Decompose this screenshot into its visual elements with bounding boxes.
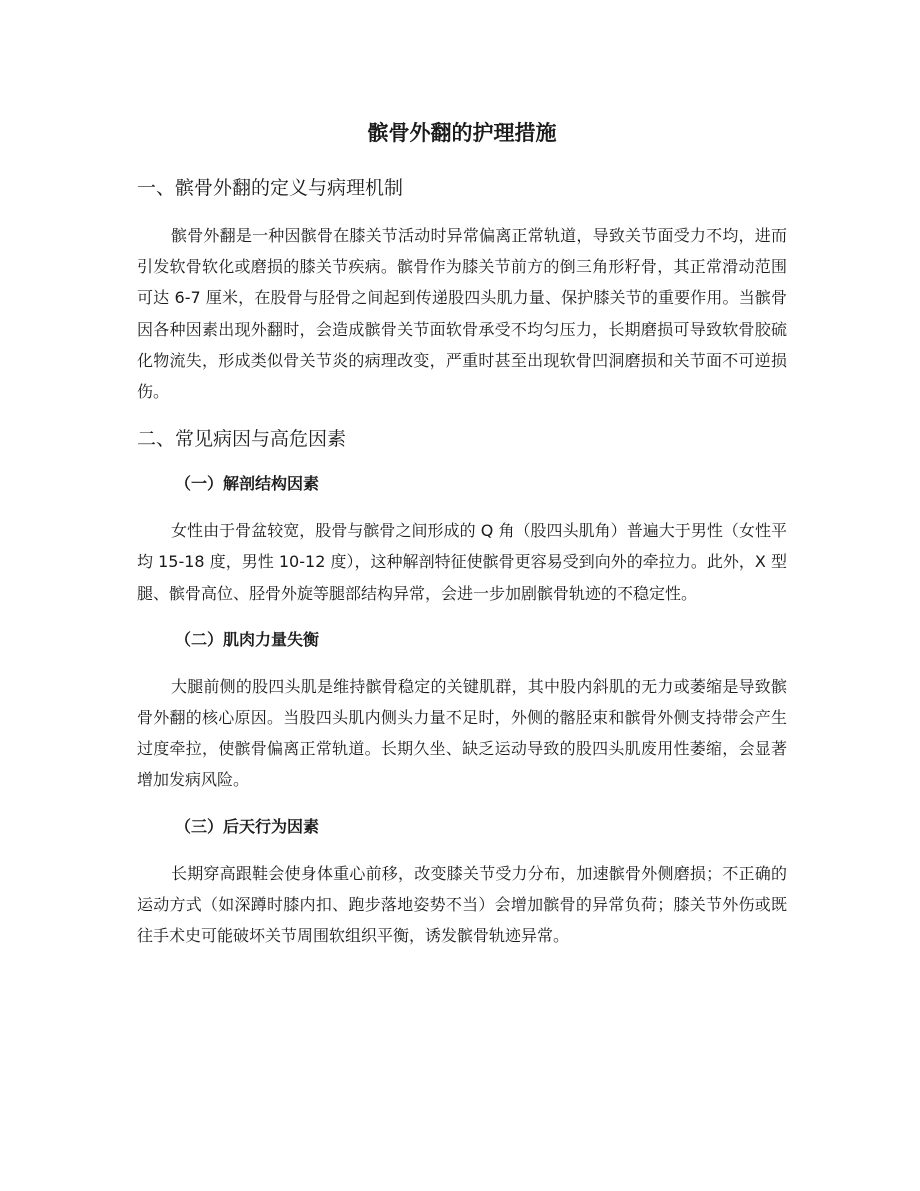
section-heading-definition: 一、髌骨外翻的定义与病理机制 bbox=[137, 177, 404, 199]
section-heading-causes: 二、常见病因与高危因素 bbox=[137, 428, 347, 451]
subsection-heading-muscle: （二）肌肉力量失衡 bbox=[175, 629, 320, 649]
section-paragraph-definition: 髌骨外翻是一种因髌骨在膝关节活动时异常偏离正常轨道，导致关节面受力不均，进而引发软骨软化或磨损的膝关节疾病。髌骨作为膝关节前方的倒三角形籽骨，其正常滑动范围可达 6-7 厘米，在股骨与胫骨之间起到传递股四头肌力量、保护膝关节的重要作用。当髌骨因各种因素出现外翻时，会造成髌骨关节面软骨承受不均匀压力，长期磨损可导致软骨胶硫化物流失，形成类似骨关节炎的病理改变，严重时甚至出现软骨凹洞磨损和关节面不可逆损伤。 bbox=[137, 226, 787, 402]
subsection-heading-behavior: （三）后天行为因素 bbox=[175, 816, 320, 836]
document-title: 髌骨外翻的护理措施 bbox=[367, 121, 557, 145]
subsection-paragraph-anatomy: 女性由于骨盆较宽，股骨与髌骨之间形成的 Q 角（股四头肌角）普遍大于男性（女性平均 15-18 度，男性 10-12 度），这种解剖特征使髌骨更容易受到向外的牵拉力。此外，X 型腿、髌骨高位、胫骨外旋等腿部结构异常，会进一步加剧髌骨轨迹的不稳定性。 bbox=[137, 521, 787, 603]
subsection-paragraph-behavior: 长期穿高跟鞋会使身体重心前移，改变膝关节受力分布，加速髌骨外侧磨损；不正确的运动方式（如深蹲时膝内扣、跑步落地姿势不当）会增加髌骨的异常负荷；膝关节外伤或既往手术史可能破坏关节周围软组织平衡，诱发髌骨轨迹异常。 bbox=[137, 863, 787, 946]
subsection-paragraph-muscle: 大腿前侧的股四头肌是维持髌骨稳定的关键肌群，其中股内斜肌的无力或萎缩是导致髌骨外翻的核心原因。当股四头肌内侧头力量不足时，外侧的髂胫束和髌骨外侧支持带会产生过度牵拉，使髌骨偏离正常轨道。长期久坐、缺乏运动导致的股四头肌废用性萎缩，会显著增加发病风险。 bbox=[137, 676, 787, 790]
subsection-heading-anatomy: （一）解剖结构因素 bbox=[175, 474, 320, 494]
